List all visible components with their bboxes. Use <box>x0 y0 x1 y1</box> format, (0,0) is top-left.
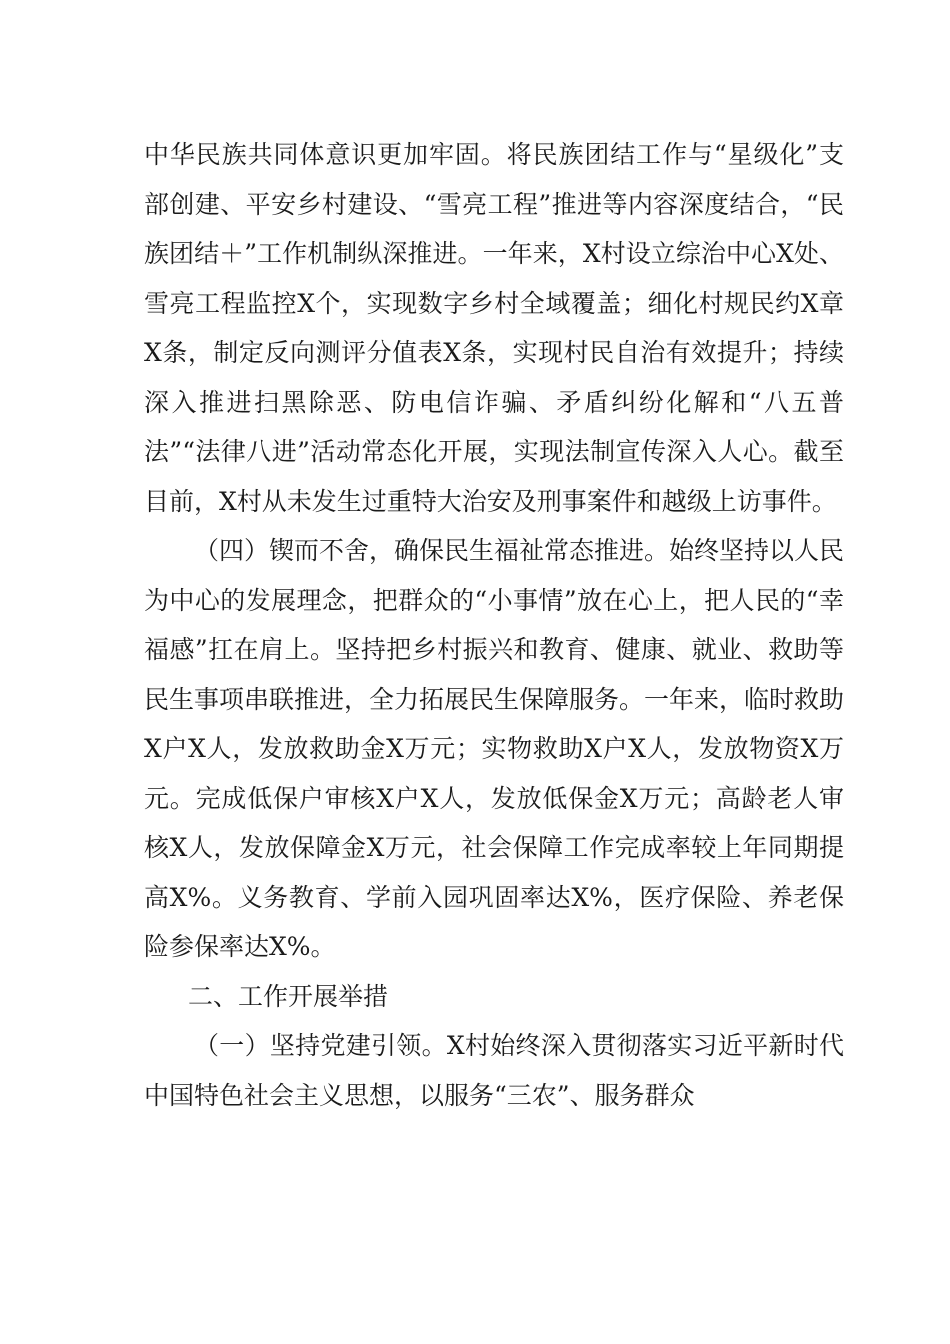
paragraph-ethnic-unity: 中华民族共同体意识更加牢固。将民族团结工作与“星级化”支部创建、平安乡村建设、“雪亮工程”推进等内容深度结合，“民族团结＋”工作机制纵深推进。一年来，X村设立综治中心X处、雪亮工程监控X个，实现数字乡村全域覆盖；细化村规民约X章X条，制定反向测评分值表X条，实现村民自治有效提升；持续深入推进扫黑除恶、防电信诈骗、矛盾纠纷化解和“八五普法”“法律八进”活动常态化开展，实现法制宣传深入人心。截至目前，X村从未发生过重特大治安及刑事案件和越级上访事件。 <box>144 140 844 516</box>
section-heading-measures: 二、工作开展举措 <box>188 981 389 1011</box>
paragraph-party-building: （一）坚持党建引领。X村始终深入贯彻落实习近平新时代中国特色社会主义思想，以服务“三农”、服务群众 <box>144 1031 844 1110</box>
document-body <box>144 130 844 1120</box>
paragraph-livelihood: （四）锲而不舍，确保民生福祉常态推进。始终坚持以人民为中心的发展理念，把群众的“小事情”放在心上，把人民的“幸福感”扛在肩上。坚持把乡村振兴和教育、健康、就业、救助等民生事项串联推进，全力拓展民生保障服务。一年来，临时救助X户X人，发放救助金X万元；实物救助X户X人，发放物资X万元。完成低保户审核X户X人，发放低保金X万元；高龄老人审核X人，发放保障金X万元，社会保障工作完成率较上年同期提高X%。义务教育、学前入园巩固率达X%，医疗保险、养老保险参保率达X%。 <box>144 536 845 961</box>
